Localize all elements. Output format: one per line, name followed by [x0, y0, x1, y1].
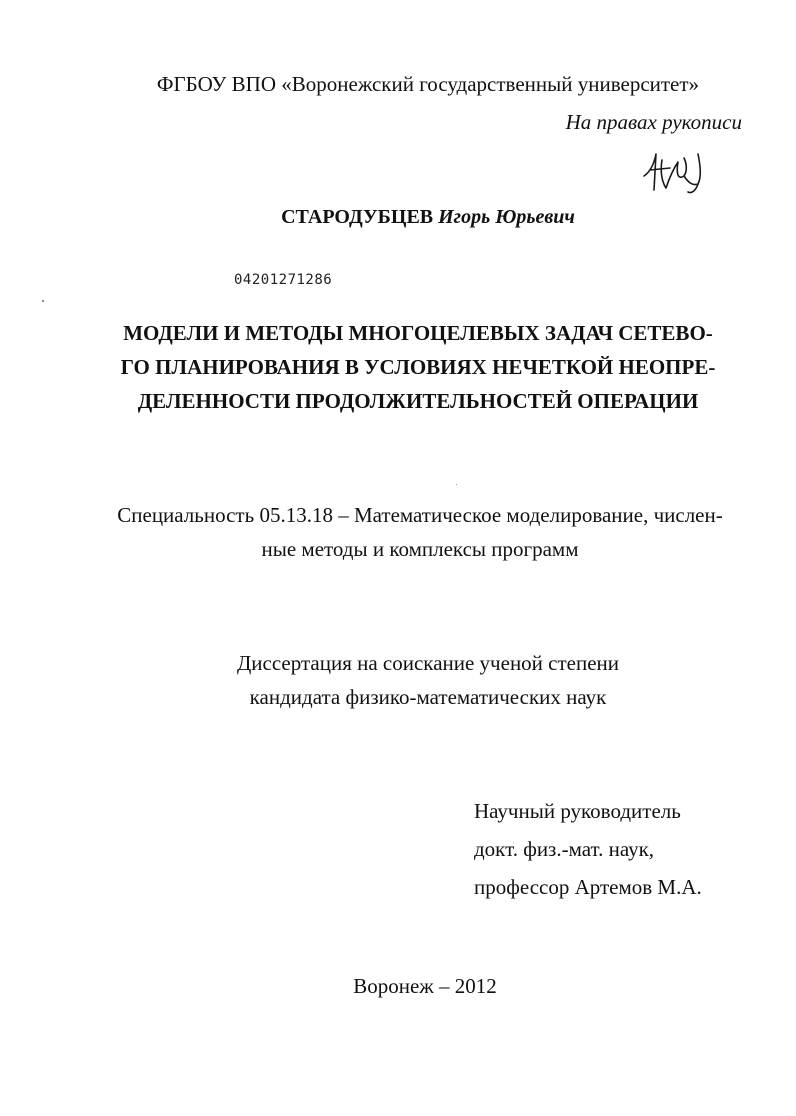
university-name: ФГБОУ ВПО «Воронежский государственный университет»	[156, 72, 700, 96]
title-line: ГО ПЛАНИРОВАНИЯ В УСЛОВИЯХ НЕЧЕТКОЙ НЕОПРЕ-	[120, 355, 716, 379]
manuscript-rights-note: На правах рукописи	[565, 110, 742, 134]
title-line: МОДЕЛИ И МЕТОДЫ МНОГОЦЕЛЕВЫХ ЗАДАЧ СЕТЕВО-	[123, 321, 713, 345]
author-name	[0, 206, 796, 229]
scan-speck	[456, 484, 457, 485]
specialty-line: ные методы и комплексы программ	[261, 537, 579, 561]
scan-speck	[42, 300, 44, 302]
degree-line: кандидата физико-математических наук	[249, 685, 607, 709]
supervisor-line: профессор Артемов М.А.	[474, 875, 702, 899]
degree-statement	[0, 646, 796, 714]
scientific-supervisor	[474, 792, 702, 906]
specialty	[0, 498, 796, 566]
handwritten-signature-icon	[640, 146, 706, 196]
city-year: Воронеж – 2012	[353, 974, 497, 998]
degree-line: Диссертация на соискание ученой степени	[236, 651, 620, 675]
title-line: ДЕЛЕННОСТИ ПРОДОЛЖИТЕЛЬНОСТЕЙ ОПЕРАЦИИ	[137, 389, 699, 413]
specialty-line: Специальность 05.13.18 – Математическое моделирование, числен-	[117, 503, 723, 527]
author-given-names: Игорь Юрьевич	[438, 206, 575, 228]
dissertation-title	[0, 316, 796, 418]
catalog-number: 04201271286	[234, 272, 333, 288]
author-surname: СТАРОДУБЦЕВ	[281, 206, 434, 228]
supervisor-line: Научный руководитель	[474, 799, 681, 823]
supervisor-line: докт. физ.-мат. наук,	[474, 837, 655, 861]
